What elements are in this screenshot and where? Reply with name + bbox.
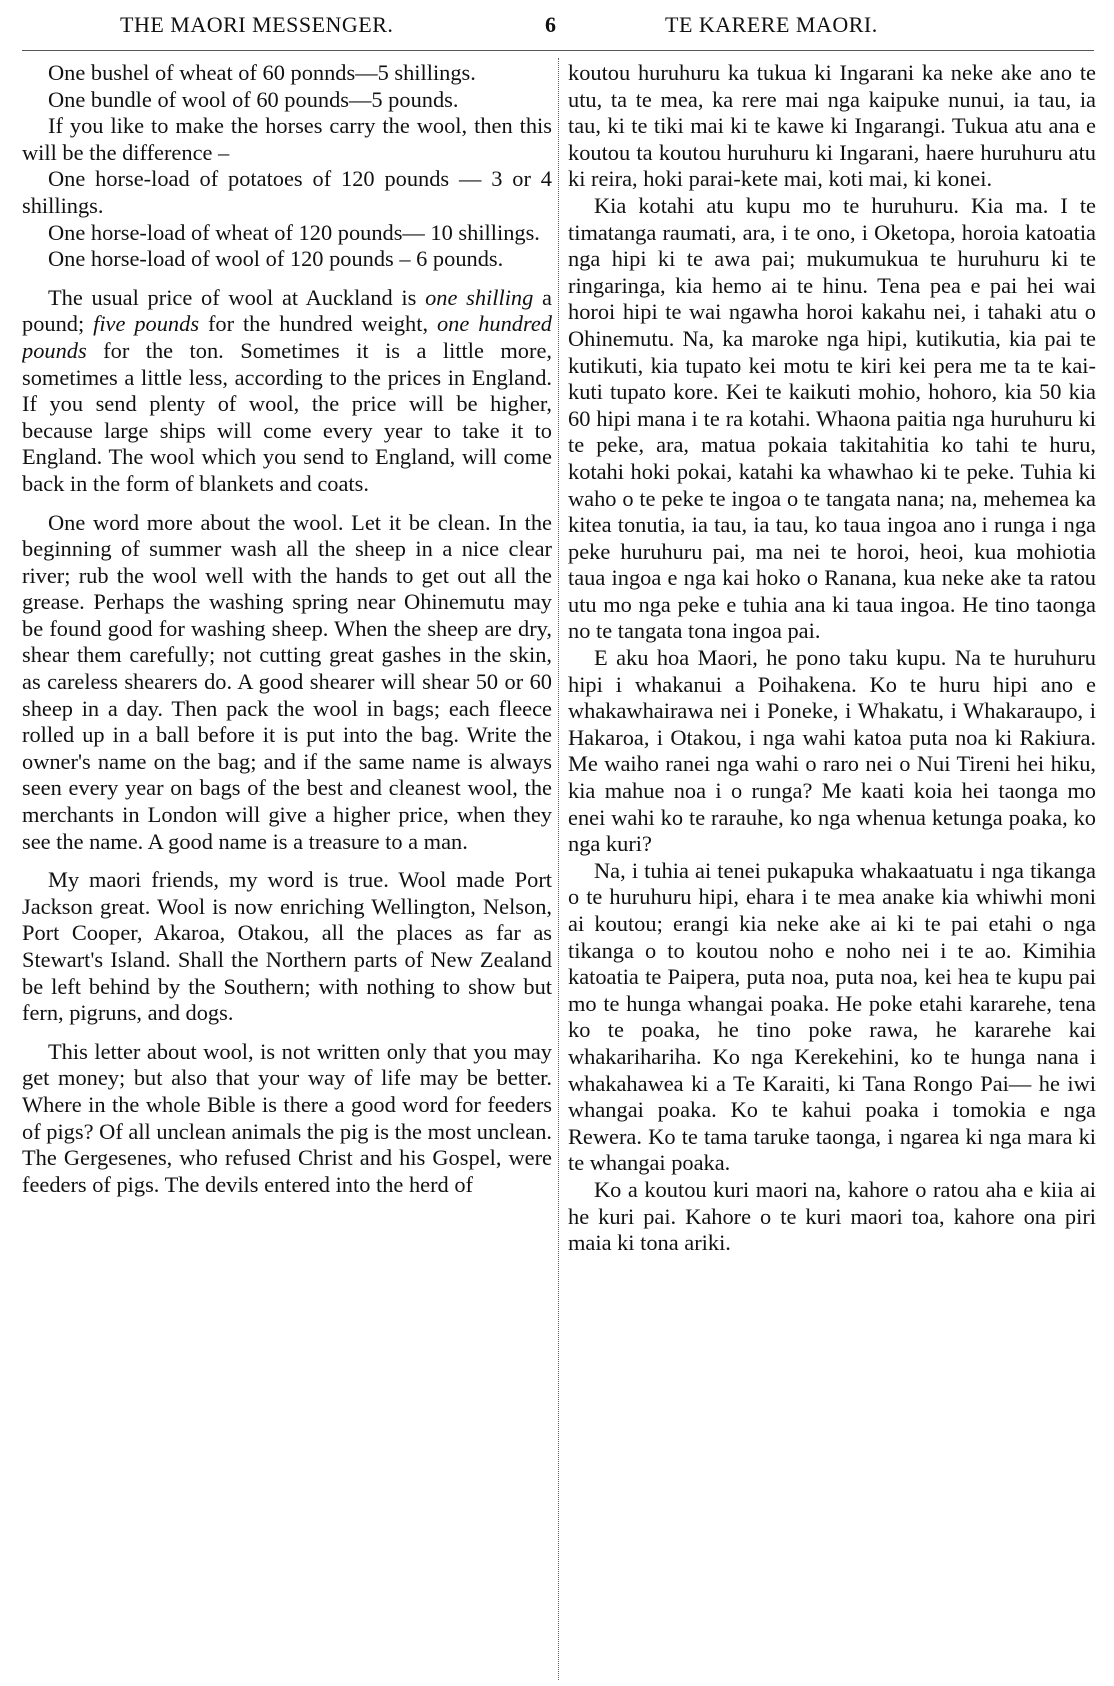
maori-column <box>568 60 1096 1680</box>
paragraph-maori-5: Ko a koutou kuri maori na, kahore o ratou aha e kiia ai he kuri pai. Kahore o te kuri maori toa, kahore ona piri maia ki tona ariki. <box>568 1176 1096 1256</box>
price-line-potatoes: One horse-load of potatoes of 120 pounds — 3 or 4 shillings. <box>22 166 552 218</box>
header-english-title: THE MAORI MESSENGER. <box>120 12 394 37</box>
horse-load-intro: If you like to make the horses carry the wool, then this will be the difference – <box>22 113 552 165</box>
page-number: 6 <box>545 12 557 37</box>
paragraph-clean-wool: One word more about the wool. Let it be clean. In the beginning of summer wash all the sheep in a nice clear river; rub the wool well with the hands to get out all the grease. Perhaps the washing spring near Ohinemutu may be found good for washing sheep. When the sheep are dry, shear them carefully; not cutting great gashes in the skin, as careless shearers do. A good shearer will shear 50 or 60 sheep in a day. Then pack the wool in bags; each fleece rolled up in a ball before it is put into the bag. Write the owner's name on the bag; and if the same name is always seen every year on bags of the best and cleanest wool, the merchants in London will give a higher price, when they see the name. A good name is a treasure to a man. <box>22 509 552 854</box>
header-maori-title: TE KARERE MAORI. <box>665 12 878 37</box>
paragraph-maori-4: Na, i tuhia ai tenei pukapuka whakaatuatu i nga tikanga o te huruhuru hipi, ehara i te mea anake kia whiwhi moni ai koutou; erangi kia neke ake ai ki te pai etahi o nga tikanga o to koutou noho e noho nei i te ao. Kimihia katoatia te Paipera, puta noa, puta noa, kei hea te kupu pai mo te hunga whangai poaka. He poke etahi kararehe, tena ko te poaka, he tino poke rawa, he kararehe kai whakarihariha. Ko nga Kerekehini, ko te hunga nana i whakahawea ki a Te Karaiti, ki Tana Rongo Pai— he iwi whangai poaka. Ko te kahui poaka i tomokia e nga Rewera. Ko te tama taruke taonga, i ngarea ki nga mara ki te whangai poaka. <box>568 857 1096 1176</box>
paragraph-maori-3: E aku hoa Maori, he pono taku kupu. Na te huruhuru hipi i whakanui a Poihakena. Ko te huru hipi ano e whakawhairawa nei i Poneke, i Whakatu, i Whakaraupo, i Hakaroa, i Otakou, i nga wahi katoa puta noa ki Rakiura. Me waiho ranei nga wahi o raro nei o Nui Tireni hei hiku, kia mahue noa i o runga? Me kaati koia hei taonga mo enei wahi ko te rarauhe, ko nga whenua ketunga poaka, ko nga kuri? <box>568 645 1096 857</box>
paragraph-wool-price <box>22 285 552 498</box>
page-header <box>0 6 1114 46</box>
price-line-wool-load: One horse-load of wool of 120 pounds – 6 pounds. <box>48 246 504 272</box>
text-run: a pound; <box>22 284 552 337</box>
paragraph-maori-1: koutou huruhuru ka tukua ki Ingarani ka neke ake ano te utu, ta te mea, ka rere mai nga kaipuke nunui, ia tau, ia tau, ki te tiki mai ki te kawe ki Ingarangi. Tukua atu ana e koutou ta koutou huruhuru ki Ingarani, haere huruhuru atu ki reira, hoki parai-kete mai, koti mai, ki konei. <box>568 60 1096 192</box>
paragraph-letter-about-wool: This letter about wool, is not written only that you may get money; but also that your way of life may be better. Where in the whole Bible is there a good word for feeders of pigs? Of all unclean animals the pig is the most unclean. The Gergesenes, who refused Christ and his Gospel, were feeders of pigs. The devils entered into the herd of <box>22 1038 552 1197</box>
price-line-wheat-load: One horse-load of wheat of 120 pounds— 10 shillings. <box>48 219 540 245</box>
price-line-wool-bundle: One bundle of wool of 60 pounds—5 pounds. <box>48 86 459 112</box>
text-run: for the hundred weight, <box>199 311 437 337</box>
english-column <box>22 60 552 1680</box>
text-run: The usual price of wool at Auckland is <box>48 284 426 310</box>
paragraph-maori-friends: My maori friends, my word is true. Wool made Port Jackson great. Wool is now enriching Wellington, Nelson, Port Cooper, Akaroa, Otakou, all the places as far as Stewart's Island. Shall the Northern parts of New Zealand be left behind by the Southern; with nothing to show but fern, pigruns, and dogs. <box>22 867 552 1026</box>
header-rule <box>22 50 1094 51</box>
column-divider <box>558 58 559 1680</box>
price-line-wheat-bushel: One bushel of wheat of 60 ponnds—5 shillings. <box>48 60 476 85</box>
italic-run: one shilling <box>425 284 534 310</box>
italic-run: one hundred pounds <box>22 311 552 363</box>
italic-run: five pounds <box>93 311 200 337</box>
paragraph-maori-2: Kia kotahi atu kupu mo te huruhuru. Kia ma. I te timatanga raumati, ara, i te ono, i Oketopa, horoia katoatia nga hipi ki te awa pai; mukumukua te huruhuru ki te ringaringa, kia hemo ai te hinu. Tena pea e pai hei wai horoi hipi te wai ngawha horoi kakahu nei, i tahaki atu o Ohinemutu. Na, ka maroke nga hipi, kutikutia, kia pai te kutikuti, kia tupato kei motu te kiri kei pera me ta te kai-kuti tupato kore. Kei te kaikuti mohio, hohoro, kia 50 kia 60 hipi mana i te ra kotahi. Whaona paitia nga huruhuru ki te peke, ara, matua pokaia takitahitia ko tahi te huru, kotahi hoki pokai, katahi ka whawhao ki te peke. Tuhia ki waho o te peke te ingoa o te tangata nana; na, mehemea ka kitea tonutia, ia tau, ia tau, ko taua ingoa ano i runga i nga peke huruhuru pai, ma nei te horoi, heoi, kua mohiotia taua ingoa e nga kai hoko o Ranana, kua neke ake ta ratou utu mo nga peke e tuhia ana ki taua ingoa. He tino taonga no te tangata tona ingoa pai. <box>568 192 1096 644</box>
text-run: for the ton. Sometimes it is a little more, sometimes a little less, according to the prices in England. If you send plenty of wool, the price will be higher, because large ships will come every year to take it to England. The wool which you send to England, will come back in the form of blankets and coats. <box>22 337 552 496</box>
